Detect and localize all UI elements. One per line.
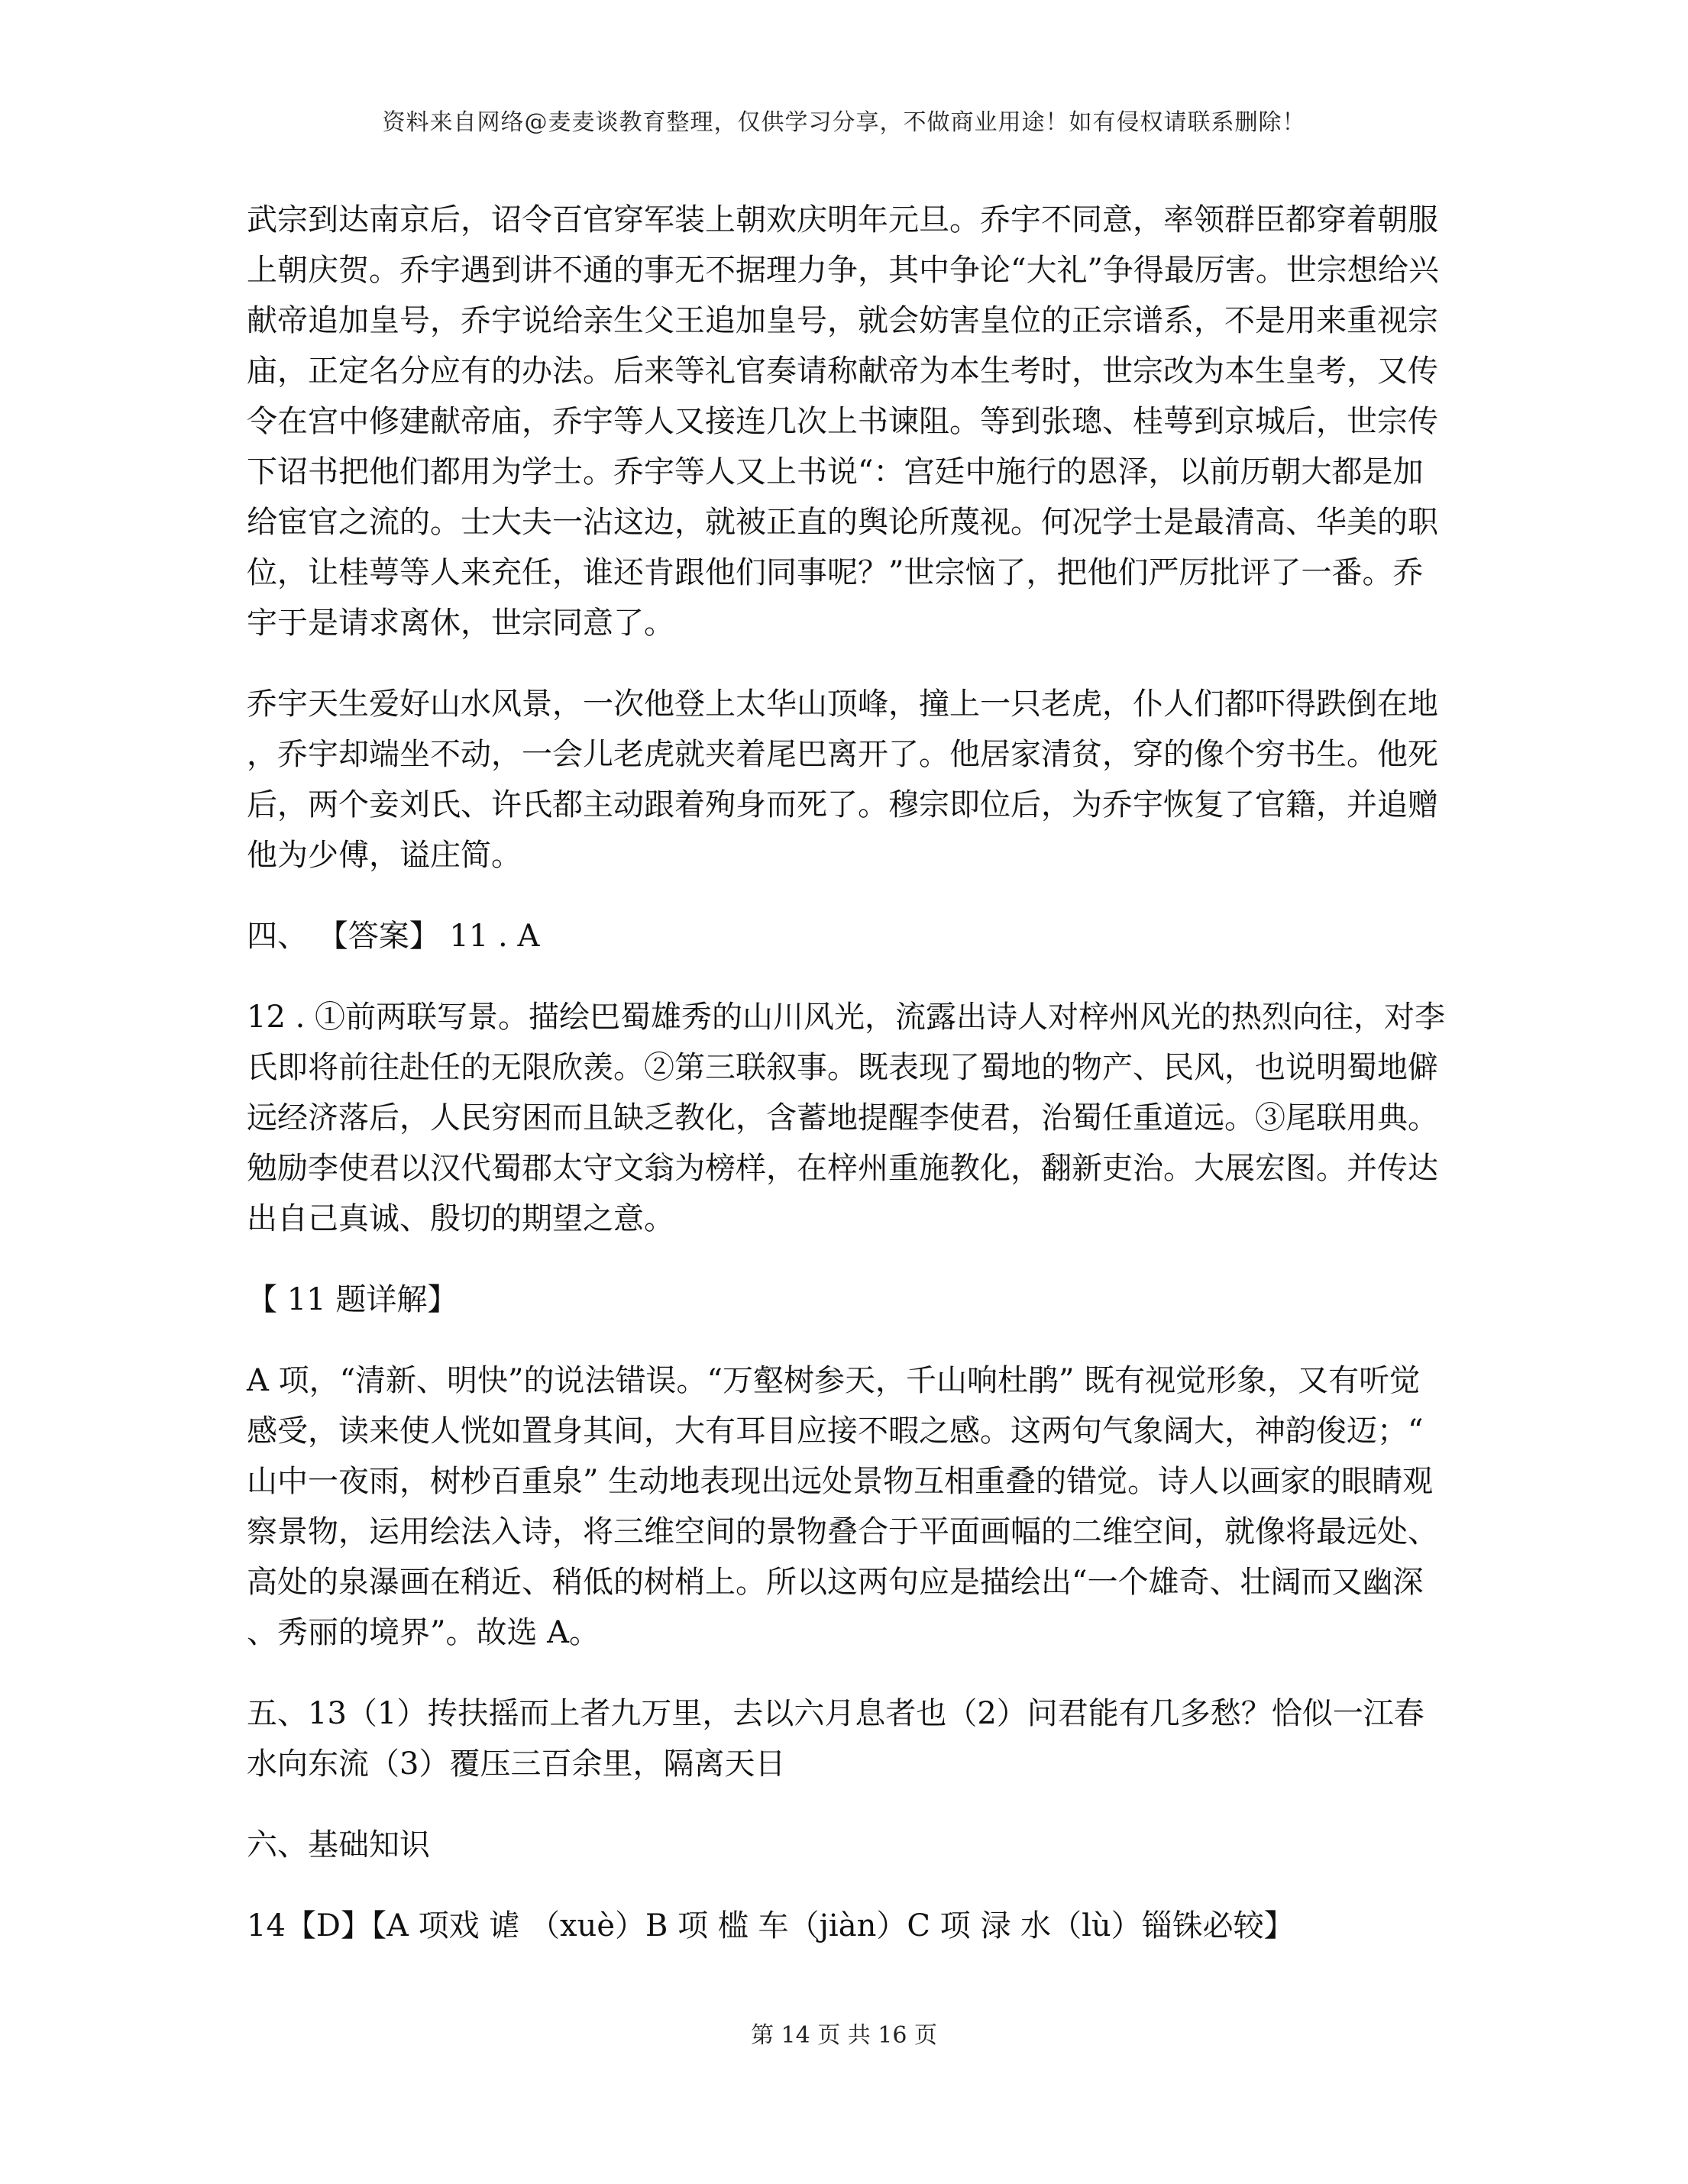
heading-question-11-explanation: 【 11 题详解】 bbox=[247, 1282, 458, 1317]
document-body bbox=[247, 195, 1450, 1982]
page-number-footer: 第 14 页 共 16 页 bbox=[750, 2022, 938, 2049]
answer-section-four: 四、 【答案】 11 . A bbox=[247, 919, 540, 954]
answer-section-five: 五、13（1）抟扶摇而上者九万里，去以六月息者也（2）问君能有几多愁？恰似一江春水向东流（3）覆压三百余里，隔离天日 bbox=[247, 1696, 1424, 1782]
page-header-notice: 资料来自网络@麦麦谈教育整理，仅供学习分享，不做商业用途！如有侵权请联系删除！ bbox=[382, 109, 1306, 136]
answer-question-12: 12 . ①前两联写景。描绘巴蜀雄秀的山川风光，流露出诗人对梓州风光的热烈向往，对李氏即将前往赴任的无限欣羡。②第三联叙事。既表现了蜀地的物产、民风，也说明蜀地僻远经济落后，人民穷困而且缺乏教化，含蓄地提醒李使君，治蜀任重道远。③尾联用典。勉励李使君以汉代蜀郡太守文翁为榜样，在梓州重施教化，翻新吏治。大展宏图。并传达出自己真诚、殷切的期望之意。 bbox=[247, 1000, 1446, 1236]
paragraph-qiaoyu-character: 乔宇天生爱好山水风景，一次他登上太华山顶峰，撞上一只老虎，仆人们都吓得跌倒在地，乔宇却端坐不动，一会儿老虎就夹着尾巴离开了。他居家清贫，穿的像个穷书生。他死后，两个妾刘氏、许氏都主动跟着殉身而死了。穆宗即位后，为乔宇恢复了官籍，并追赠他为少傅，谥庄简。 bbox=[247, 687, 1438, 873]
heading-section-six: 六、基础知识 bbox=[247, 1827, 430, 1863]
answer-question-14: 14【D】【A 项戏 谑 （xuè）B 项 槛 车（jiàn）C 项 渌 水（lù）锱铢必较】 bbox=[247, 1908, 1295, 1943]
explanation-question-11: A 项，“清新、明快”的说法错误。“万壑树参天，千山响杜鹃” 既有视觉形象，又有听觉感受，读来使人恍如置身其间，大有耳目应接不暇之感。这两句气象阔大，神韵俊迈；“山中一夜雨，树杪百重泉” 生动地表现出远处景物互相重叠的错觉。诗人以画家的眼睛观察景物，运用绘法入诗，将三维空间的景物叠合于平面画幅的二维空间，就像将最远处、高处的泉瀑画在稍近、稍低的树梢上。所以这两句应是描绘出“一个雄奇、壮阔而又幽深、秀丽的境界”。故选 A。 bbox=[247, 1363, 1438, 1650]
paragraph-qiaoyu-career: 武宗到达南京后，诏令百官穿军装上朝欢庆明年元旦。乔宇不同意，率领群臣都穿着朝服上朝庆贺。乔宇遇到讲不通的事无不据理力争，其中争论“大礼”争得最厉害。世宗想给兴献帝追加皇号，乔宇说给亲生父王追加皇号，就会妨害皇位的正宗谱系，不是用来重视宗庙，正定名分应有的办法。后来等礼官奏请称献帝为本生考时，世宗改为本生皇考，又传令在宫中修建献帝庙，乔宇等人又接连几次上书谏阻。等到张璁、桂萼到京城后，世宗传下诏书把他们都用为学士。乔宇等人又上书说“：宫廷中施行的恩泽，以前历朝大都是加给宦官之流的。士大夫一沾这边，就被正直的舆论所蔑视。何况学士是最清高、华美的职位，让桂萼等人来充任，谁还肯跟他们同事呢？”世宗恼了，把他们严厉批评了一番。乔宇于是请求离休，世宗同意了。 bbox=[247, 202, 1439, 641]
